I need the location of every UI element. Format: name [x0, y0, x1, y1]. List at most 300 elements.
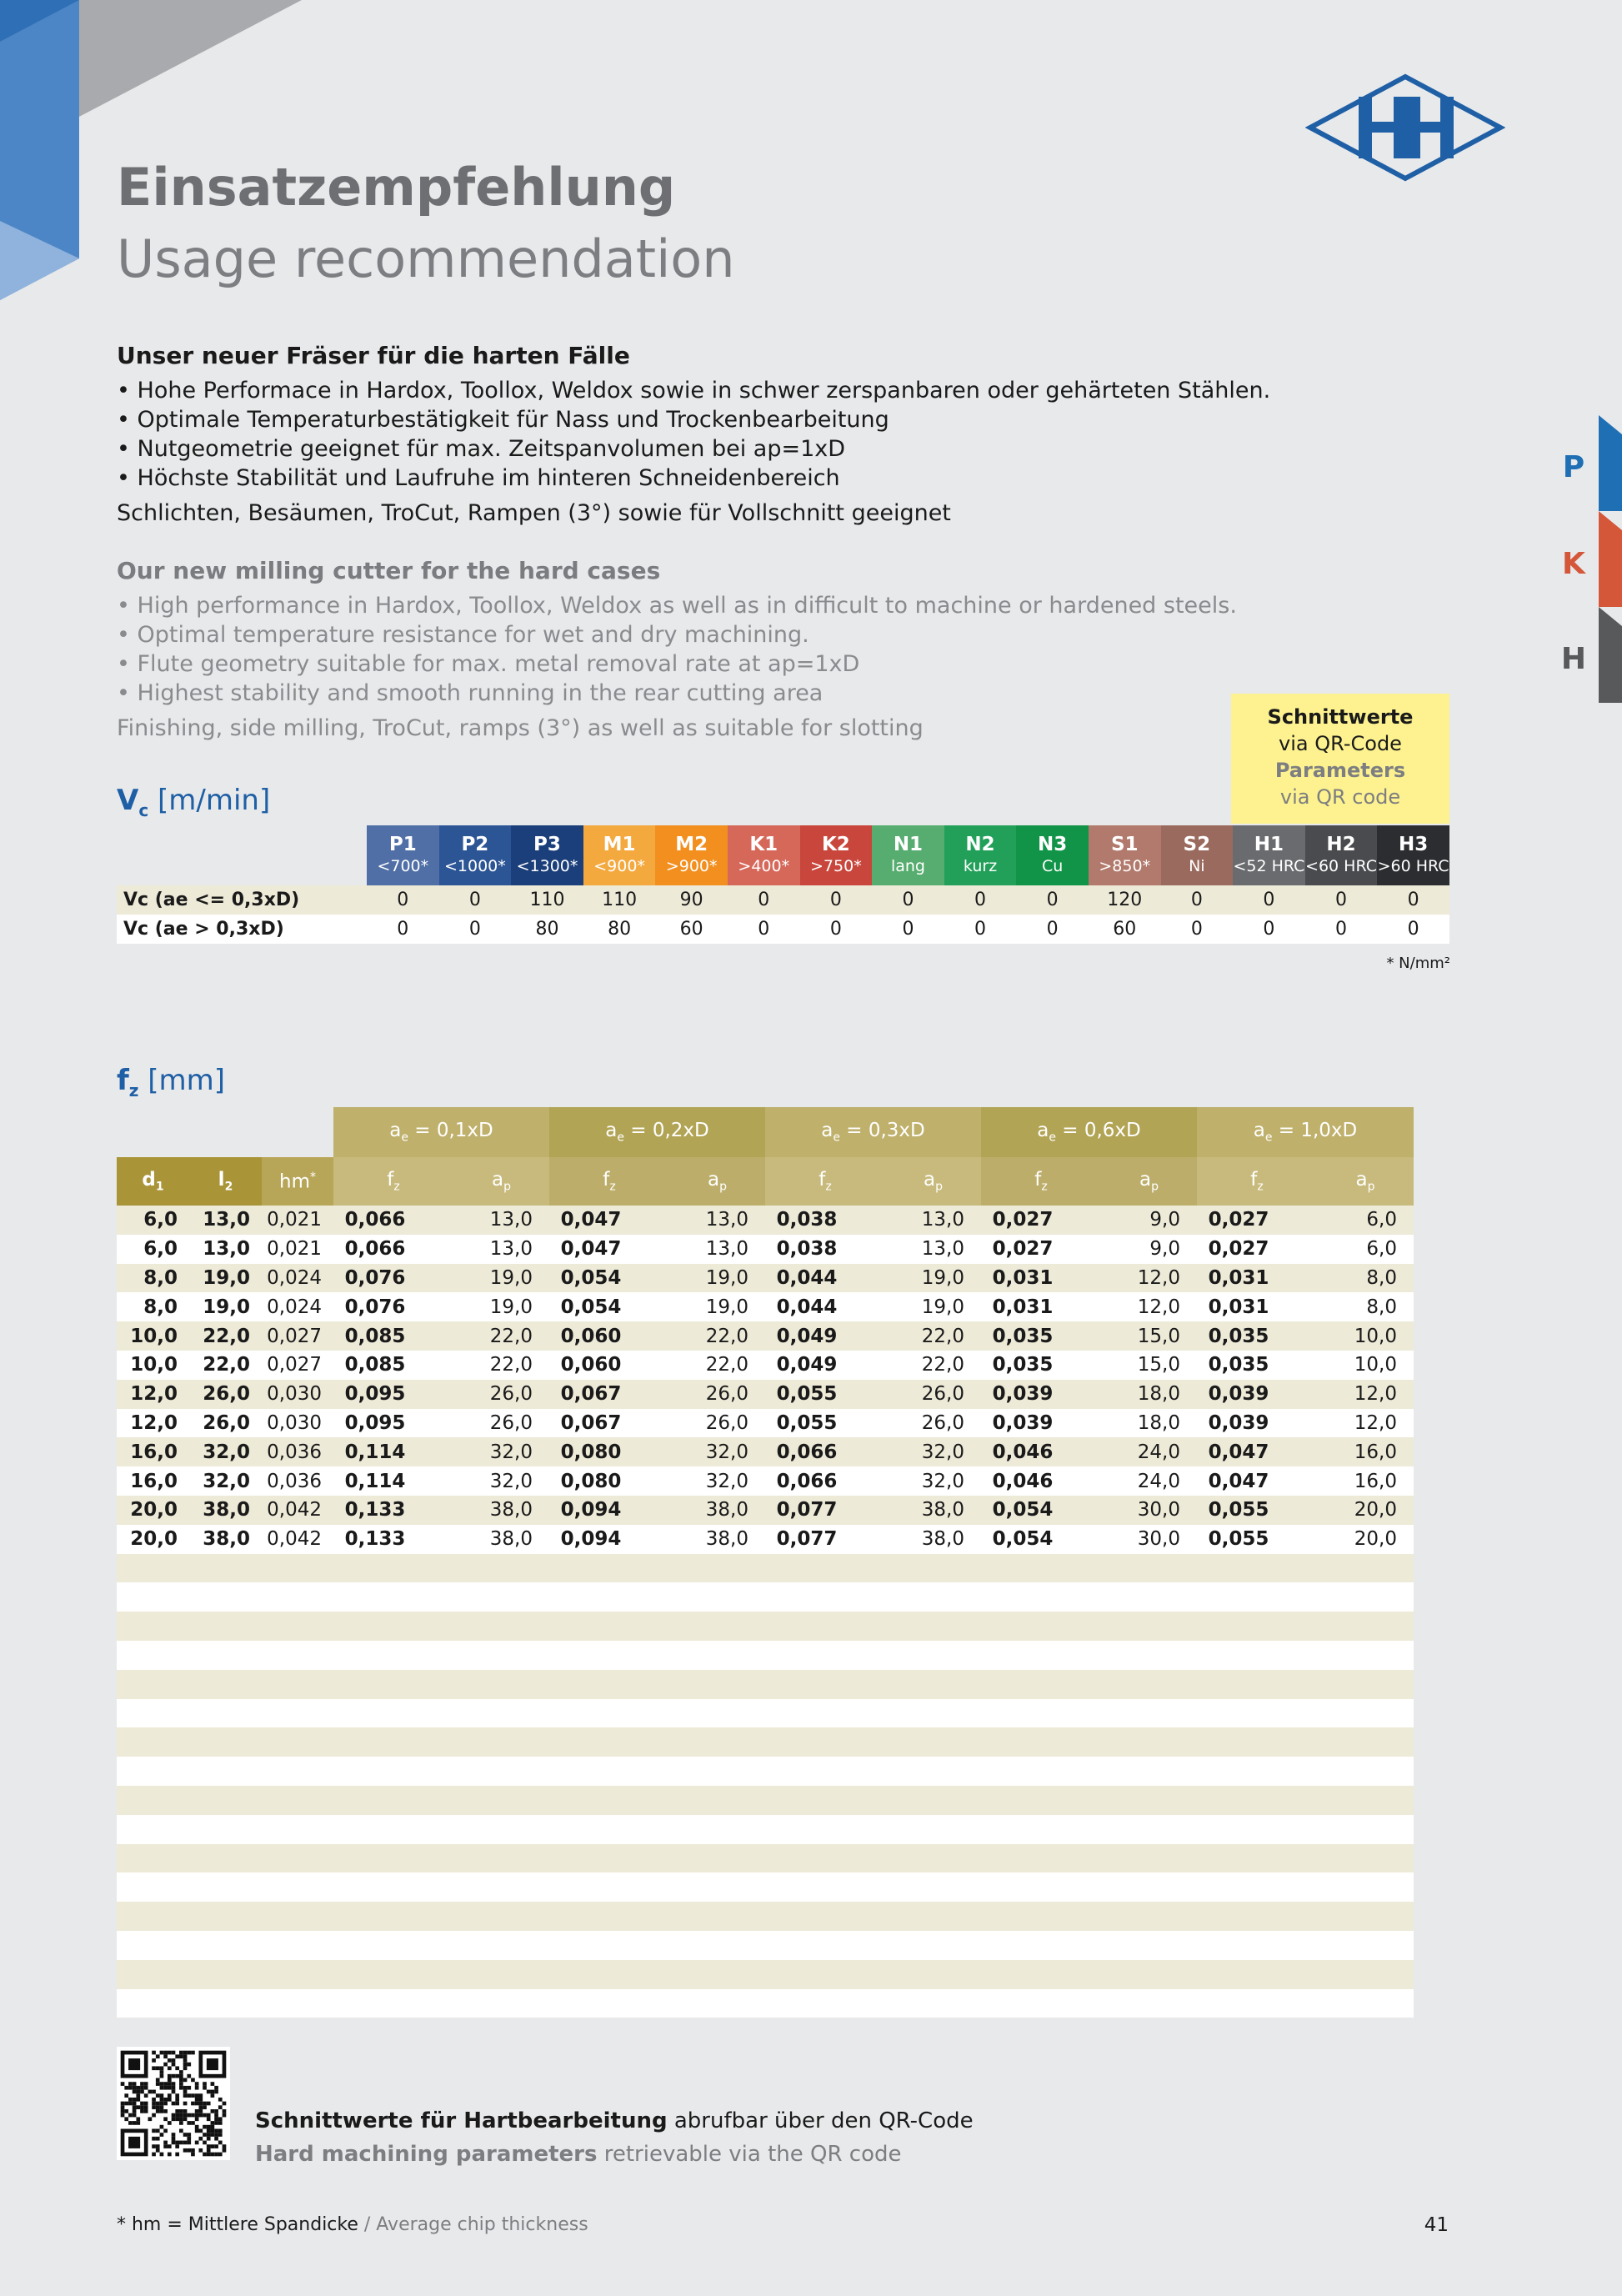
fz-cell: 0,054: [549, 1264, 669, 1293]
col-ap-main: a: [924, 1169, 936, 1191]
material-h2: [1305, 825, 1378, 885]
fz-cell: 0,114: [333, 1437, 453, 1466]
material-s2: [1161, 825, 1234, 885]
material-code: P2: [461, 834, 489, 855]
material-strength: >400*: [738, 857, 790, 875]
empty-cell: [117, 1786, 1414, 1815]
ae-prefix-sub: e: [833, 1130, 840, 1145]
ae-group-1: $a_e = 0,1xD$: [333, 1107, 549, 1157]
fz-cell: 0,039: [981, 1380, 1101, 1409]
fz-cell: 0,076: [333, 1264, 453, 1293]
fz-cell: 32,0: [453, 1466, 549, 1496]
fz-cell: 0,038: [765, 1235, 885, 1264]
col-fz-index: z: [393, 1180, 400, 1194]
vc-value: 80: [583, 915, 656, 944]
fz-cell: 0,042: [262, 1496, 333, 1525]
col-ap-main: a: [1139, 1169, 1152, 1191]
fz-cell: 0,044: [765, 1264, 885, 1293]
fz-cell: 10,0: [1317, 1321, 1414, 1351]
fz-cell: 22,0: [189, 1351, 262, 1380]
fz-cell: 0,076: [333, 1292, 453, 1321]
fz-cell: 0,031: [981, 1264, 1101, 1293]
vc-value: 0: [439, 915, 512, 944]
fz-cell: 15,0: [1101, 1321, 1197, 1351]
fz-cell: 12,0: [1317, 1380, 1414, 1409]
fz-cell: 0,055: [1197, 1525, 1317, 1554]
fz-cell: 0,094: [549, 1525, 669, 1554]
fz-cell: 26,0: [453, 1380, 549, 1409]
list-item: • Hohe Performace in Hardox, Toollox, Weldox sowie in schwer zerspanbaren oder gehärteten Stählen.: [117, 376, 1350, 405]
fz-cell: 32,0: [669, 1437, 765, 1466]
fz-cell: 32,0: [189, 1466, 262, 1496]
material-h3: [1377, 825, 1449, 885]
fz-cell: 0,077: [765, 1496, 885, 1525]
material-strength: <60 HRC: [1305, 857, 1377, 875]
material-strength: kurz: [963, 857, 998, 875]
fz-cell: 0,038: [765, 1206, 885, 1235]
fz-cell: 24,0: [1101, 1466, 1197, 1496]
vc-value: 110: [511, 885, 583, 915]
fz-cell: 22,0: [669, 1321, 765, 1351]
fz-header-blank: [117, 1107, 333, 1157]
material-code: M1: [603, 834, 636, 855]
material-k1: [728, 825, 800, 885]
vc-value: 90: [655, 885, 728, 915]
fz-cell: 13,0: [885, 1235, 981, 1264]
fz-cell: 6,0: [1317, 1206, 1414, 1235]
fz-cell: 0,067: [549, 1409, 669, 1438]
fz-cell: 38,0: [189, 1525, 262, 1554]
table-row: [117, 1351, 1414, 1380]
material-strength: >60 HRC: [1377, 857, 1449, 875]
fz-cell: 0,049: [765, 1351, 885, 1380]
vc-value: 0: [800, 915, 873, 944]
fz-cell: 0,054: [981, 1525, 1101, 1554]
material-strength: >900*: [665, 857, 718, 875]
fz-cell: 0,114: [333, 1466, 453, 1496]
fz-cell: 0,066: [765, 1466, 885, 1496]
vc-value: 0: [800, 885, 873, 915]
ae-prefix-sub: e: [401, 1130, 408, 1145]
empty-row: [117, 1902, 1414, 1931]
fz-cell: 26,0: [885, 1380, 981, 1409]
fz-cell: 0,021: [262, 1235, 333, 1264]
fz-cell: 0,066: [333, 1235, 453, 1264]
ae-value: 1,0xD: [1300, 1120, 1358, 1142]
col-ap-index: p: [1367, 1180, 1375, 1194]
ae-prefix-sub: e: [1049, 1130, 1056, 1145]
vc-value: 0: [728, 885, 800, 915]
col-ap: [1317, 1157, 1414, 1206]
fz-cell: 0,027: [1197, 1206, 1317, 1235]
material-strength: >750*: [810, 857, 862, 875]
side-tab-h: [1599, 607, 1622, 703]
table-row: [117, 1321, 1414, 1351]
vc-label-main: V: [117, 784, 139, 817]
fz-cell: 20,0: [117, 1525, 189, 1554]
empty-cell: [117, 1554, 1414, 1583]
fz-cell: 26,0: [189, 1380, 262, 1409]
fz-cell: 16,0: [117, 1466, 189, 1496]
col-fz-main: f: [387, 1169, 394, 1191]
empty-row: [117, 1727, 1414, 1757]
fz-cell: 0,066: [765, 1437, 885, 1466]
fz-cell: 0,044: [765, 1292, 885, 1321]
fz-cell: 38,0: [189, 1496, 262, 1525]
material-strength: Ni: [1189, 857, 1205, 875]
vc-value: 120: [1089, 885, 1161, 915]
fz-cell: 0,133: [333, 1496, 453, 1525]
empty-cell: [117, 1670, 1414, 1699]
fz-cell: 0,047: [1197, 1437, 1317, 1466]
fz-cell: 0,133: [333, 1525, 453, 1554]
fz-cell: 19,0: [189, 1292, 262, 1321]
vc-value: 0: [1305, 915, 1378, 944]
fz-cell: 38,0: [669, 1496, 765, 1525]
empty-cell: [117, 1989, 1414, 2018]
vc-value: 0: [367, 885, 439, 915]
fz-cell: 0,060: [549, 1321, 669, 1351]
vc-material-row: [117, 825, 1449, 885]
fz-cell: 18,0: [1101, 1409, 1197, 1438]
vc-label-unit: [m/min]: [158, 784, 271, 817]
fz-cell: 0,039: [981, 1409, 1101, 1438]
ae-prefix: a: [1037, 1120, 1049, 1142]
fz-cell: 0,031: [1197, 1292, 1317, 1321]
fz-cell: 22,0: [669, 1351, 765, 1380]
parameters-box-line4: via QR code: [1279, 785, 1401, 809]
material-code: S2: [1183, 834, 1211, 855]
english-heading: Our new milling cutter for the hard cases: [117, 557, 661, 584]
col-d1-index: 1: [155, 1180, 164, 1194]
material-strength: lang: [890, 857, 925, 875]
col-hm-index: *: [309, 1170, 316, 1184]
material-code: N1: [893, 834, 924, 855]
empty-row: [117, 1931, 1414, 1960]
ae-group-5: $a_e = 1,0xD$: [1197, 1107, 1414, 1157]
col-ap-main: a: [1355, 1169, 1368, 1191]
fz-cell: 0,027: [1197, 1235, 1317, 1264]
table-row: [117, 1264, 1414, 1293]
fz-cell: 19,0: [453, 1264, 549, 1293]
fz-cell: 0,060: [549, 1351, 669, 1380]
fz-cell: 0,055: [1197, 1496, 1317, 1525]
fz-cell: 8,0: [1317, 1264, 1414, 1293]
vc-value: 60: [1089, 915, 1161, 944]
col-ap-index: p: [503, 1180, 511, 1194]
fz-cell: 22,0: [453, 1321, 549, 1351]
fz-cell: 0,027: [981, 1206, 1101, 1235]
table-row: [117, 885, 1449, 915]
col-ap: [669, 1157, 765, 1206]
col-fz-main: f: [819, 1169, 826, 1191]
fz-cell: 38,0: [669, 1525, 765, 1554]
fz-cell: 13,0: [669, 1206, 765, 1235]
col-fz-index: z: [609, 1180, 616, 1194]
vc-value: 0: [1377, 885, 1449, 915]
fz-cell: 0,077: [765, 1525, 885, 1554]
fz-cell: 0,049: [765, 1321, 885, 1351]
fz-column-header-row: [117, 1157, 1414, 1206]
fz-cell: 0,036: [262, 1466, 333, 1496]
fz-cell: 32,0: [669, 1466, 765, 1496]
vc-value: 0: [1161, 915, 1234, 944]
material-n1: [872, 825, 944, 885]
english-description: [117, 557, 1334, 743]
table-row: [117, 1525, 1414, 1554]
ae-group-3: $a_e = 0,3xD$: [765, 1107, 981, 1157]
fz-cell: 0,047: [1197, 1466, 1317, 1496]
qr-note-en-bold: Hard machining parameters: [255, 2142, 598, 2167]
qr-note: [255, 2104, 974, 2171]
material-code: K1: [749, 834, 778, 855]
empty-row: [117, 1989, 1414, 2018]
fz-group-header-row: [117, 1107, 1414, 1157]
ae-group-2: $a_e = 0,2xD$: [549, 1107, 765, 1157]
ae-prefix-sub: e: [617, 1130, 624, 1145]
fz-cell: 12,0: [1101, 1292, 1197, 1321]
vc-value: 0: [1016, 885, 1089, 915]
empty-cell: [117, 1960, 1414, 1989]
col-l2: [189, 1157, 262, 1206]
list-item: • Nutgeometrie geeignet für max. Zeitspanvolumen bei ap=1xD: [117, 434, 1350, 464]
empty-cell: [117, 1902, 1414, 1931]
fz-cell: 0,054: [549, 1292, 669, 1321]
empty-row: [117, 1786, 1414, 1815]
fz-cell: 16,0: [1317, 1437, 1414, 1466]
fz-cell: 0,027: [262, 1321, 333, 1351]
fz-cell: 32,0: [453, 1437, 549, 1466]
fz-cell: 0,080: [549, 1466, 669, 1496]
footnote: [117, 2214, 588, 2235]
material-code: H1: [1254, 834, 1284, 855]
fz-cell: 0,024: [262, 1264, 333, 1293]
col-l2-main: l: [218, 1169, 225, 1191]
german-heading: Unser neuer Fräser für die harten Fälle: [117, 342, 630, 369]
fz-cell: 12,0: [117, 1380, 189, 1409]
fz-label-sub: z: [128, 1080, 139, 1100]
material-code: N2: [965, 834, 995, 855]
col-d1: [117, 1157, 189, 1206]
german-tail: Schlichten, Besäumen, TroCut, Rampen (3°) sowie für Vollschnitt geeignet: [117, 500, 951, 526]
vc-row-label: Vc (ae <= 0,3xD): [117, 885, 367, 915]
ae-value: 0,1xD: [436, 1120, 493, 1142]
material-s1: [1089, 825, 1161, 885]
qr-note-de: [255, 2104, 974, 2138]
fz-cell: 8,0: [1317, 1292, 1414, 1321]
fz-cell: 26,0: [669, 1409, 765, 1438]
col-fz-index: z: [1257, 1180, 1264, 1194]
empty-row: [117, 1582, 1414, 1612]
fz-cell: 0,042: [262, 1525, 333, 1554]
hh-logo: [1305, 73, 1505, 182]
qr-note-de-bold: Schnittwerte für Hartbearbeitung: [255, 2108, 668, 2133]
material-code: K2: [821, 834, 850, 855]
ae-prefix-sub: e: [1264, 1130, 1273, 1145]
material-strength: <1000*: [444, 857, 506, 875]
list-item: • Highest stability and smooth running in the rear cutting area: [117, 679, 1334, 708]
fz-cell: 38,0: [885, 1525, 981, 1554]
fz-cell: 13,0: [189, 1206, 262, 1235]
material-code: S1: [1110, 834, 1139, 855]
material-strength: <1300*: [516, 857, 578, 875]
fz-cell: 19,0: [669, 1292, 765, 1321]
footnote-de: * hm = Mittlere Spandicke: [117, 2214, 358, 2235]
col-fz-main: f: [1250, 1169, 1258, 1191]
fz-cell: 0,036: [262, 1437, 333, 1466]
fz-cell: 22,0: [189, 1321, 262, 1351]
fz-cell: 32,0: [189, 1437, 262, 1466]
table-row: [117, 1496, 1414, 1525]
material-strength: <52 HRC: [1233, 857, 1305, 875]
table-row: [117, 1380, 1414, 1409]
col-ap: [453, 1157, 549, 1206]
material-code: H2: [1326, 834, 1356, 855]
vc-value: 110: [583, 885, 656, 915]
empty-cell: [117, 1844, 1414, 1873]
parameters-box-line2: via QR-Code: [1279, 732, 1402, 755]
parameters-box-line3: Parameters: [1274, 759, 1406, 782]
list-item: • Höchste Stabilität und Laufruhe im hinteren Schneidenbereich: [117, 464, 1350, 493]
table-row: [117, 1409, 1414, 1438]
fz-label-main: f: [117, 1064, 129, 1097]
col-l2-index: 2: [224, 1180, 233, 1194]
col-ap-index: p: [1151, 1180, 1159, 1194]
fz-cell: 0,024: [262, 1292, 333, 1321]
fz-cell: 20,0: [117, 1496, 189, 1525]
ae-prefix: a: [1253, 1120, 1265, 1142]
material-strength: <700*: [377, 857, 429, 875]
material-p1: [367, 825, 439, 885]
empty-cell: [117, 1641, 1414, 1670]
empty-cell: [117, 1699, 1414, 1728]
vc-value: 0: [944, 885, 1017, 915]
empty-row: [117, 1670, 1414, 1699]
material-code: P1: [388, 834, 417, 855]
fz-cell: 0,054: [981, 1496, 1101, 1525]
empty-cell: [117, 1757, 1414, 1786]
material-p3: [511, 825, 583, 885]
vc-value: 0: [1305, 885, 1378, 915]
fz-cell: 38,0: [453, 1525, 549, 1554]
fz-cell: 9,0: [1101, 1235, 1197, 1264]
fz-cell: 6,0: [117, 1206, 189, 1235]
fz-cell: 6,0: [117, 1235, 189, 1264]
vc-value: 0: [1016, 915, 1089, 944]
col-fz-main: f: [1034, 1169, 1042, 1191]
col-fz: [981, 1157, 1101, 1206]
empty-row: [117, 1554, 1414, 1583]
empty-row: [117, 1641, 1414, 1670]
col-ap-index: p: [935, 1180, 943, 1194]
empty-cell: [117, 1931, 1414, 1960]
fz-cell: 13,0: [189, 1235, 262, 1264]
vc-value: 0: [1233, 915, 1305, 944]
vc-value: 0: [439, 885, 512, 915]
fz-cell: 19,0: [453, 1292, 549, 1321]
fz-cell: 0,055: [765, 1380, 885, 1409]
vc-value: 0: [1161, 885, 1234, 915]
ae-value: 0,3xD: [868, 1120, 925, 1142]
empty-row: [117, 1757, 1414, 1786]
fz-cell: 16,0: [117, 1437, 189, 1466]
material-strength: Cu: [1041, 857, 1064, 875]
fz-cell: 26,0: [669, 1380, 765, 1409]
col-ap: [885, 1157, 981, 1206]
fz-cell: 26,0: [885, 1409, 981, 1438]
english-tail: Finishing, side milling, TroCut, ramps (3°) as well as suitable for slotting: [117, 715, 924, 741]
fz-cell: 0,035: [981, 1321, 1101, 1351]
fz-cell: 0,035: [981, 1351, 1101, 1380]
cutting-speed-table: [117, 825, 1449, 944]
english-bullets: [117, 591, 1334, 708]
material-strength: >850*: [1099, 857, 1151, 875]
empty-row: [117, 1612, 1414, 1641]
parameters-box-line1: Schnittwerte: [1267, 705, 1414, 729]
material-code: M2: [675, 834, 708, 855]
empty-row: [117, 1872, 1414, 1902]
vc-section-label: [117, 784, 270, 820]
fz-label-unit: [mm]: [148, 1064, 226, 1097]
fz-cell: 0,039: [1197, 1409, 1317, 1438]
empty-row: [117, 1960, 1414, 1989]
qr-code[interactable]: [117, 2047, 230, 2160]
vc-value: 0: [872, 885, 944, 915]
table-row: [117, 915, 1449, 944]
fz-cell: 13,0: [885, 1206, 981, 1235]
ae-prefix: a: [821, 1120, 834, 1142]
col-hm-main: hm: [279, 1171, 310, 1193]
vc-corner-cell: [117, 825, 367, 885]
fz-cell: 0,031: [981, 1292, 1101, 1321]
material-code: P3: [533, 834, 561, 855]
table-row: [117, 1466, 1414, 1496]
qr-note-de-rest: abrufbar über den QR-Code: [667, 2108, 974, 2133]
fz-cell: 0,094: [549, 1496, 669, 1525]
col-fz: [1197, 1157, 1317, 1206]
col-fz-index: z: [825, 1180, 832, 1194]
ae-value: 0,2xD: [652, 1120, 709, 1142]
fz-cell: 19,0: [669, 1264, 765, 1293]
fz-cell: 0,027: [262, 1351, 333, 1380]
fz-cell: 38,0: [885, 1496, 981, 1525]
qr-note-en: [255, 2138, 974, 2171]
fz-cell: 9,0: [1101, 1206, 1197, 1235]
fz-cell: 0,046: [981, 1466, 1101, 1496]
fz-cell: 38,0: [453, 1496, 549, 1525]
fz-cell: 0,031: [1197, 1264, 1317, 1293]
ae-group-4: $a_e = 0,6xD$: [981, 1107, 1197, 1157]
page-title: Einsatzempfehlung: [117, 157, 676, 218]
fz-cell: 26,0: [453, 1409, 549, 1438]
fz-cell: 19,0: [885, 1292, 981, 1321]
fz-cell: 0,047: [549, 1235, 669, 1264]
vc-value: 80: [511, 915, 583, 944]
fz-cell: 12,0: [117, 1409, 189, 1438]
fz-cell: 13,0: [453, 1235, 549, 1264]
table-row: [117, 1206, 1414, 1235]
table-row: [117, 1437, 1414, 1466]
empty-cell: [117, 1815, 1414, 1844]
vc-label-sub: c: [138, 800, 149, 820]
page-number: 41: [1424, 2214, 1449, 2236]
col-fz: [765, 1157, 885, 1206]
material-m1: [583, 825, 656, 885]
table-row: [117, 1235, 1414, 1264]
fz-cell: 18,0: [1101, 1380, 1197, 1409]
fz-cell: 30,0: [1101, 1496, 1197, 1525]
german-bullets: [117, 376, 1350, 493]
